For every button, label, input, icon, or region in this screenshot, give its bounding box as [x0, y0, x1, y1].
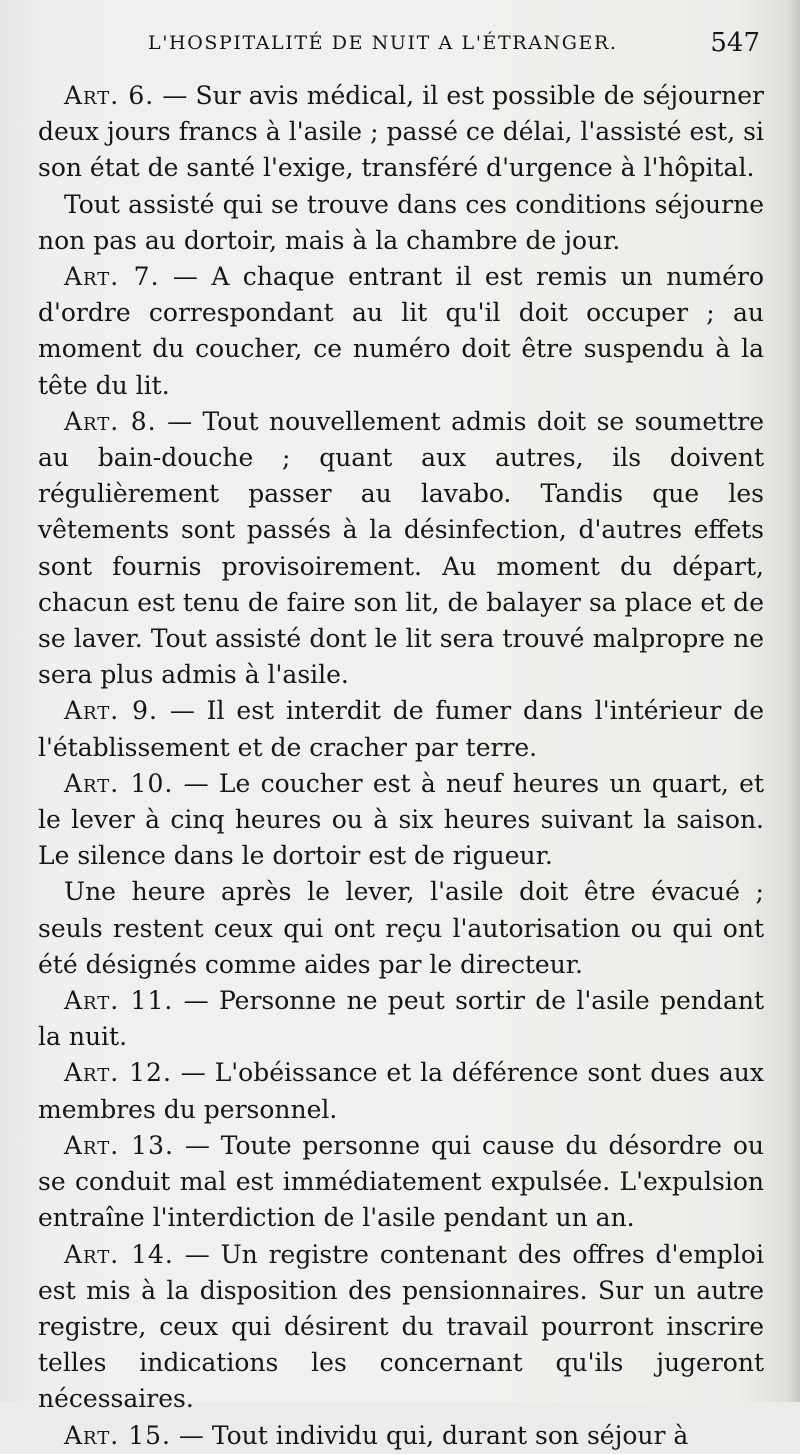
page-header [118, 28, 760, 72]
running-title: L'HOSPITALITÉ DE NUIT A L'ÉTRANGER. [148, 32, 618, 54]
article-text: — A chaque entrant il est remis un numéro d'ordre correspondant au lit qu'il doit occuper ; au moment du coucher, ce numéro doit être suspendu à la tête du lit. [38, 262, 764, 400]
article-label: Art. 11. [64, 986, 174, 1016]
paragraph-art-14 [38, 1237, 764, 1418]
article-text: — Toute personne qui cause du désordre ou se conduit mal est immédiatement expulsée. L'expulsion entraîne l'interdiction de l'asile pendant un an. [38, 1130, 764, 1233]
article-text: — Il est interdit de fumer dans l'intérieur de l'établissement et de cracher par terre. [38, 696, 765, 762]
paragraph-art-7 [38, 259, 764, 404]
article-label: Art. 13. [64, 1130, 174, 1160]
paragraph-art-12 [38, 1055, 764, 1127]
article-text: Tout assisté qui se trouve dans ces conditions séjourne non pas au dortoir, mais à la chambre de jour. [38, 189, 764, 255]
article-label: Art. 8. [64, 406, 157, 436]
paragraph-art-10 [38, 766, 764, 875]
paragraph-art-8 [38, 404, 764, 694]
article-text: — Personne ne peut sortir de l'asile pendant la nuit. [38, 986, 764, 1052]
page-number: 547 [710, 28, 760, 58]
body-text [38, 78, 764, 1454]
paragraph-art-13 [38, 1128, 764, 1237]
article-label: Art. 12. [64, 1058, 172, 1088]
paragraph-art-10-continued [38, 874, 764, 983]
paragraph-art-9 [38, 693, 764, 765]
article-label: Art. 10. [64, 768, 174, 798]
article-text: — Tout individu qui, durant son séjour à [170, 1420, 689, 1450]
article-label: Art. 14. [64, 1239, 174, 1269]
article-label: Art. 6. [64, 81, 155, 110]
article-text: Une heure après le lever, l'asile doit être évacué ; seuls restent ceux qui ont reçu l'autorisation ou qui ont été désignés comme aides par le directeur. [38, 877, 764, 979]
paragraph-art-11 [38, 983, 764, 1055]
article-text: — L'obéissance et la déférence sont dues aux membres du personnel. [38, 1058, 764, 1124]
article-text: — Sur avis médical, il est possible de séjourner deux jours francs à l'asile ; passé ce délai, l'assisté est, si son état de santé l'exige, transféré d'urgence à l'hôpital. [38, 81, 764, 183]
paragraph-art-15 [38, 1418, 764, 1454]
paragraph-art-6-continued [38, 187, 764, 259]
paragraph-art-6 [38, 78, 764, 187]
article-text: — Un registre contenant des offres d'emploi est mis à la disposition des pensionnaires. Sur un autre registre, ceux qui désirent du travail pourront inscrire telles indications les concernant qu'ils jugeront nécessaires. [38, 1239, 764, 1414]
article-text: — Tout nouvellement admis doit se soumettre au bain-douche ; quant aux autres, ils doivent régulièrement passer au lavabo. Tandis que les vêtements sont passés à la désinfection, d'autres effets sont fournis provisoirement. Au moment du départ, chacun est tenu de faire son lit, de balayer sa place et de se laver. Tout assisté dont le lit sera trouvé malpropre ne sera plus admis à l'asile. [38, 406, 765, 690]
article-label: Art. 7. [64, 262, 160, 292]
page-spine-shadow [786, 0, 800, 1402]
article-label: Art. 9. [64, 696, 158, 726]
article-text: — Le coucher est à neuf heures un quart, et le lever à cinq heures ou à six heures suivant la saison. Le silence dans le dortoir est de rigueur. [38, 768, 764, 871]
article-label: Art. 15. [64, 1420, 171, 1450]
